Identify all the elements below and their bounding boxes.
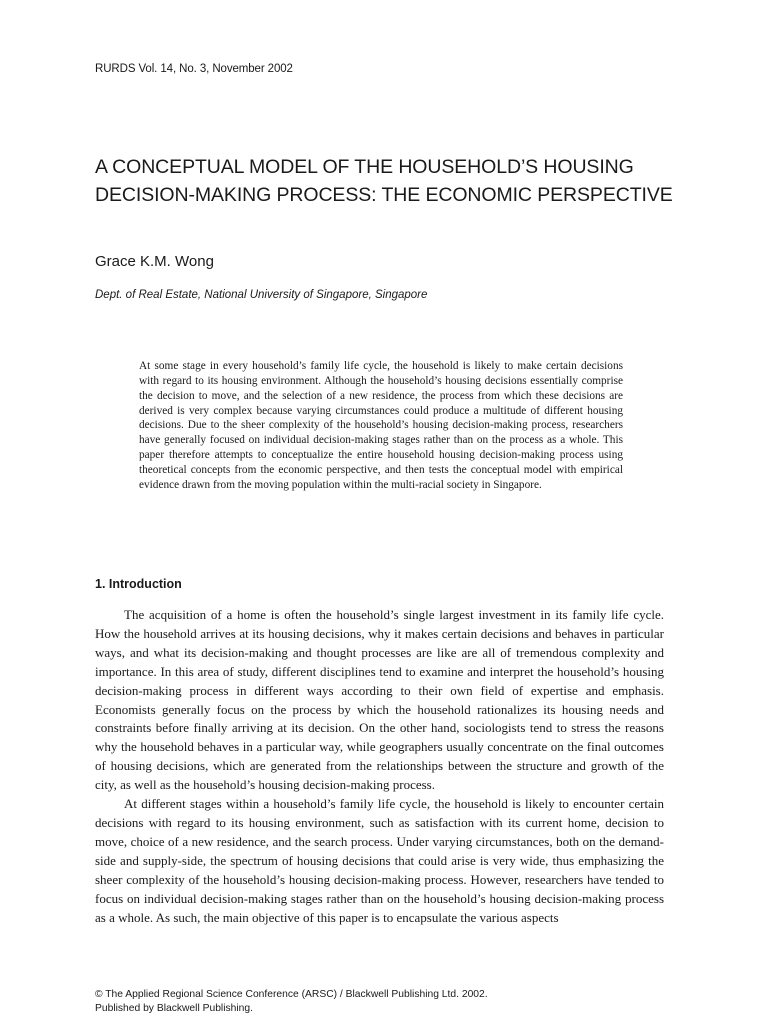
journal-reference: RURDS Vol. 14, No. 3, November 2002 <box>95 63 293 75</box>
paragraph: The acquisition of a home is often the household’s single largest investment in its family life cycle. How the household arrives at its housing decisions, why it makes certain decisions and behaves in particular ways, and what its decision-making and thought processes are like are all of tremendous complexity and importance. In this area of study, different disciplines tend to examine and interpret the household’s housing decision-making process in different ways according to their own field of expertise and emphasis. Economists generally focus on the process by which the household rationalizes its housing needs and constraints before finally arriving at its decision. On the other hand, sociologists tend to stress the reasons why the household behaves in a particular way, while geographers usually concentrate on the final outcomes of housing decisions, which are generated from the relationships between the structure and growth of the city, as well as the household’s housing decision-making process. <box>95 607 664 793</box>
author-name: Grace K.M. Wong <box>95 253 214 270</box>
page-footer <box>95 988 488 1016</box>
publisher-notice: Published by Blackwell Publishing. <box>95 1003 253 1014</box>
paragraph: At different stages within a household’s family life cycle, the household is likely to encounter certain decisions with regard to its housing environment, such as satisfaction with its current home, decision to move, choice of a new residence, and the search process. Under varying circumstances, both on the demand-side and supply-side, the spectrum of housing decisions that could arise is very wide, thus emphasizing the sheer complexity of the household’s housing decision-making process. However, researchers have tended to focus on individual decision-making stages rather than on the household’s housing decision-making process as a whole. As such, the main objective of this paper is to encapsulate the various aspects <box>95 796 664 925</box>
abstract: At some stage in every household’s family life cycle, the household is likely to make certain decisions with regard to its housing environment. Although the household’s housing decisions essentially comprise the decision to move, and the selection of a new residence, the process from which these decisions are derived is very complex because varying circumstances could produce a multitude of different housing decisions. Due to the sheer complexity of the household’s housing decision-making process, researchers have generally focused on individual decision-making stages rather than on the process as a whole. This paper therefore attempts to conceptualize the entire household housing decision-making process using theoretical concepts from the economic perspective, and then tests the conceptual model with empirical evidence drawn from the moving population within the multi-racial society in Singapore. <box>139 360 623 491</box>
introduction-body <box>95 606 664 927</box>
section-heading-introduction: 1. Introduction <box>95 577 182 591</box>
copyright-notice: © The Applied Regional Science Conference (ARSC) / Blackwell Publishing Ltd. 2002. <box>95 989 488 1000</box>
article-title: A CONCEPTUAL MODEL OF THE HOUSEHOLD’S HOUSING DECISION-MAKING PROCESS: THE ECONOMIC PERSPECTIVE <box>95 156 673 206</box>
author-affiliation: Dept. of Real Estate, National University of Singapore, Singapore <box>95 289 428 301</box>
